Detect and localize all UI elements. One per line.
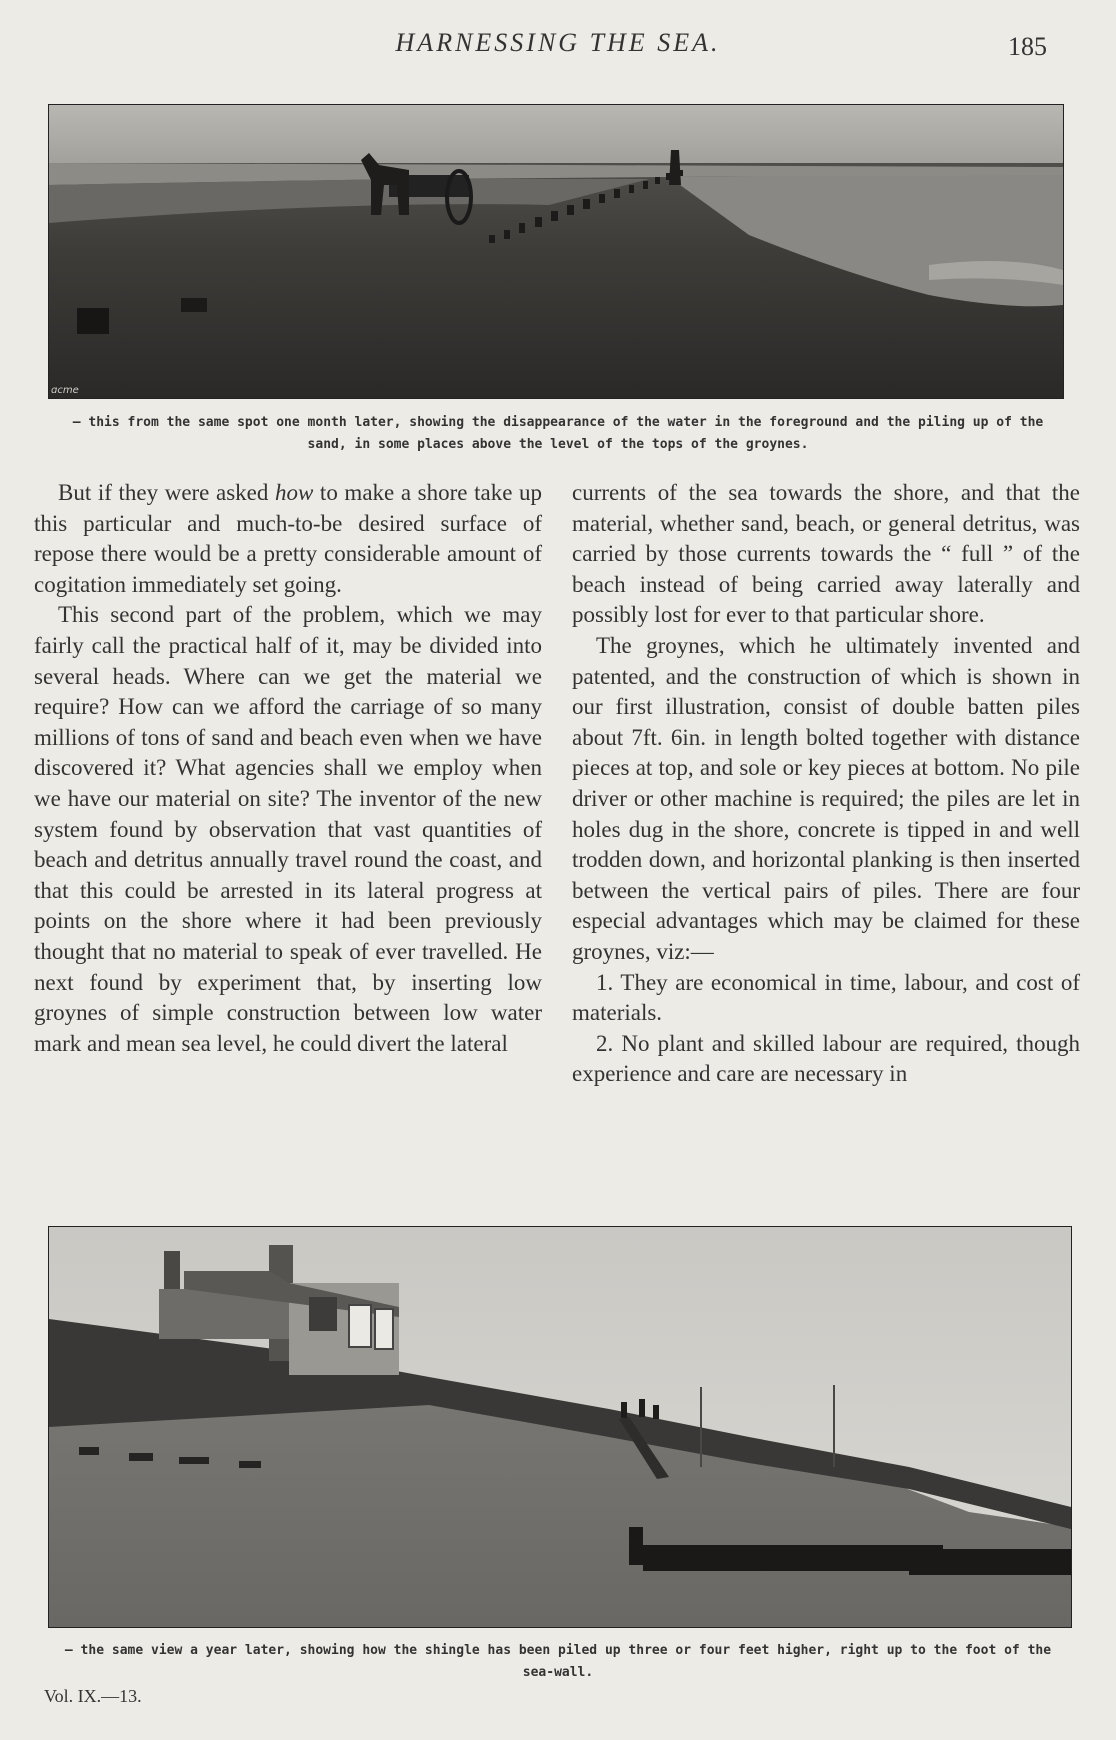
left-paragraph-1: But if they were asked how to make a shore take up this particular and much-to-be desired surface of repose there would be a pretty considerable amount of cogitation immediately set going.: [34, 480, 543, 597]
sea-wall-illustration: [49, 1227, 1071, 1627]
sea-wall-photo: [48, 1226, 1072, 1628]
left-paragraph-2: This second part of the problem, which we may fairly call the practical half of it, may be divided into several heads. Where can we get the material we require? How can we afford the carriage of so many millions of tons of sand and beach even when we have discovered it? What agencies shall we employ when we have our material on site? The inventor of the new system found by observation that vast quantities of beach and detritus annually travel round the coast, and that this could be arrested in its lateral progress at points on the shore where it had been previously thought that no material to speak of ever travelled. He next found by experiment that, by inserting low groynes of simple construction between low water mark and mean sea level, he could divert the lateral: [34, 602, 542, 1056]
engraver-mark: ɑcme: [51, 385, 79, 396]
beach-groyne-illustration: [49, 105, 1063, 398]
box-mid: [181, 298, 207, 312]
bottom-caption: — the same view a year later, showing how the shingle has been piled up three or four feet higher, right up to the foot of the sea-wall.: [64, 1643, 1052, 1680]
right-paragraph-3: 1. They are economical in time, labour, and cost of materials.: [572, 969, 1080, 1026]
emphasis-how: how: [274, 480, 314, 505]
right-paragraph-2: The groynes, which he ultimately invented and patented, and the construction of which is shown in our first illustration, consist of double batten piles about 7ft. 6in. in length bolted together with distance pieces at top, and sole or key pieces at bottom. No pile driver or other machine is required; the piles are let in holes dug in the shore, concrete is tipped in and well trodden down, and horizontal planking is then inserted between the vertical pairs of piles. There are four especial advantages which may be claimed for these groynes, viz:—: [572, 632, 1080, 964]
right-column: [572, 478, 1080, 1090]
left-column: [34, 478, 542, 1059]
page-number: 185: [1008, 32, 1047, 61]
man-on-groyne: [669, 150, 681, 185]
volume-signature: Vol. IX.—13.: [44, 1686, 142, 1706]
running-title: HARNESSING THE SEA.: [395, 28, 721, 57]
top-caption: — this from the same spot one month later, showing the disappearance of the water in the foreground and the piling up of the sand, in some places above the level of the tops of the groynes.: [72, 415, 1044, 452]
box-left: [77, 308, 109, 334]
right-paragraph-1: currents of the sea towards the shore, and that the material, whether sand, beach, or general detritus, was carried by those currents towards the “ full ” of the beach instead of being carried away laterally and possibly lost for ever to that particular shore.: [572, 480, 1080, 628]
right-paragraph-4: 2. No plant and skilled labour are required, though experience and care are necessary in: [572, 1030, 1080, 1087]
beach-groyne-photo: [48, 104, 1064, 399]
sky: [49, 105, 1063, 163]
